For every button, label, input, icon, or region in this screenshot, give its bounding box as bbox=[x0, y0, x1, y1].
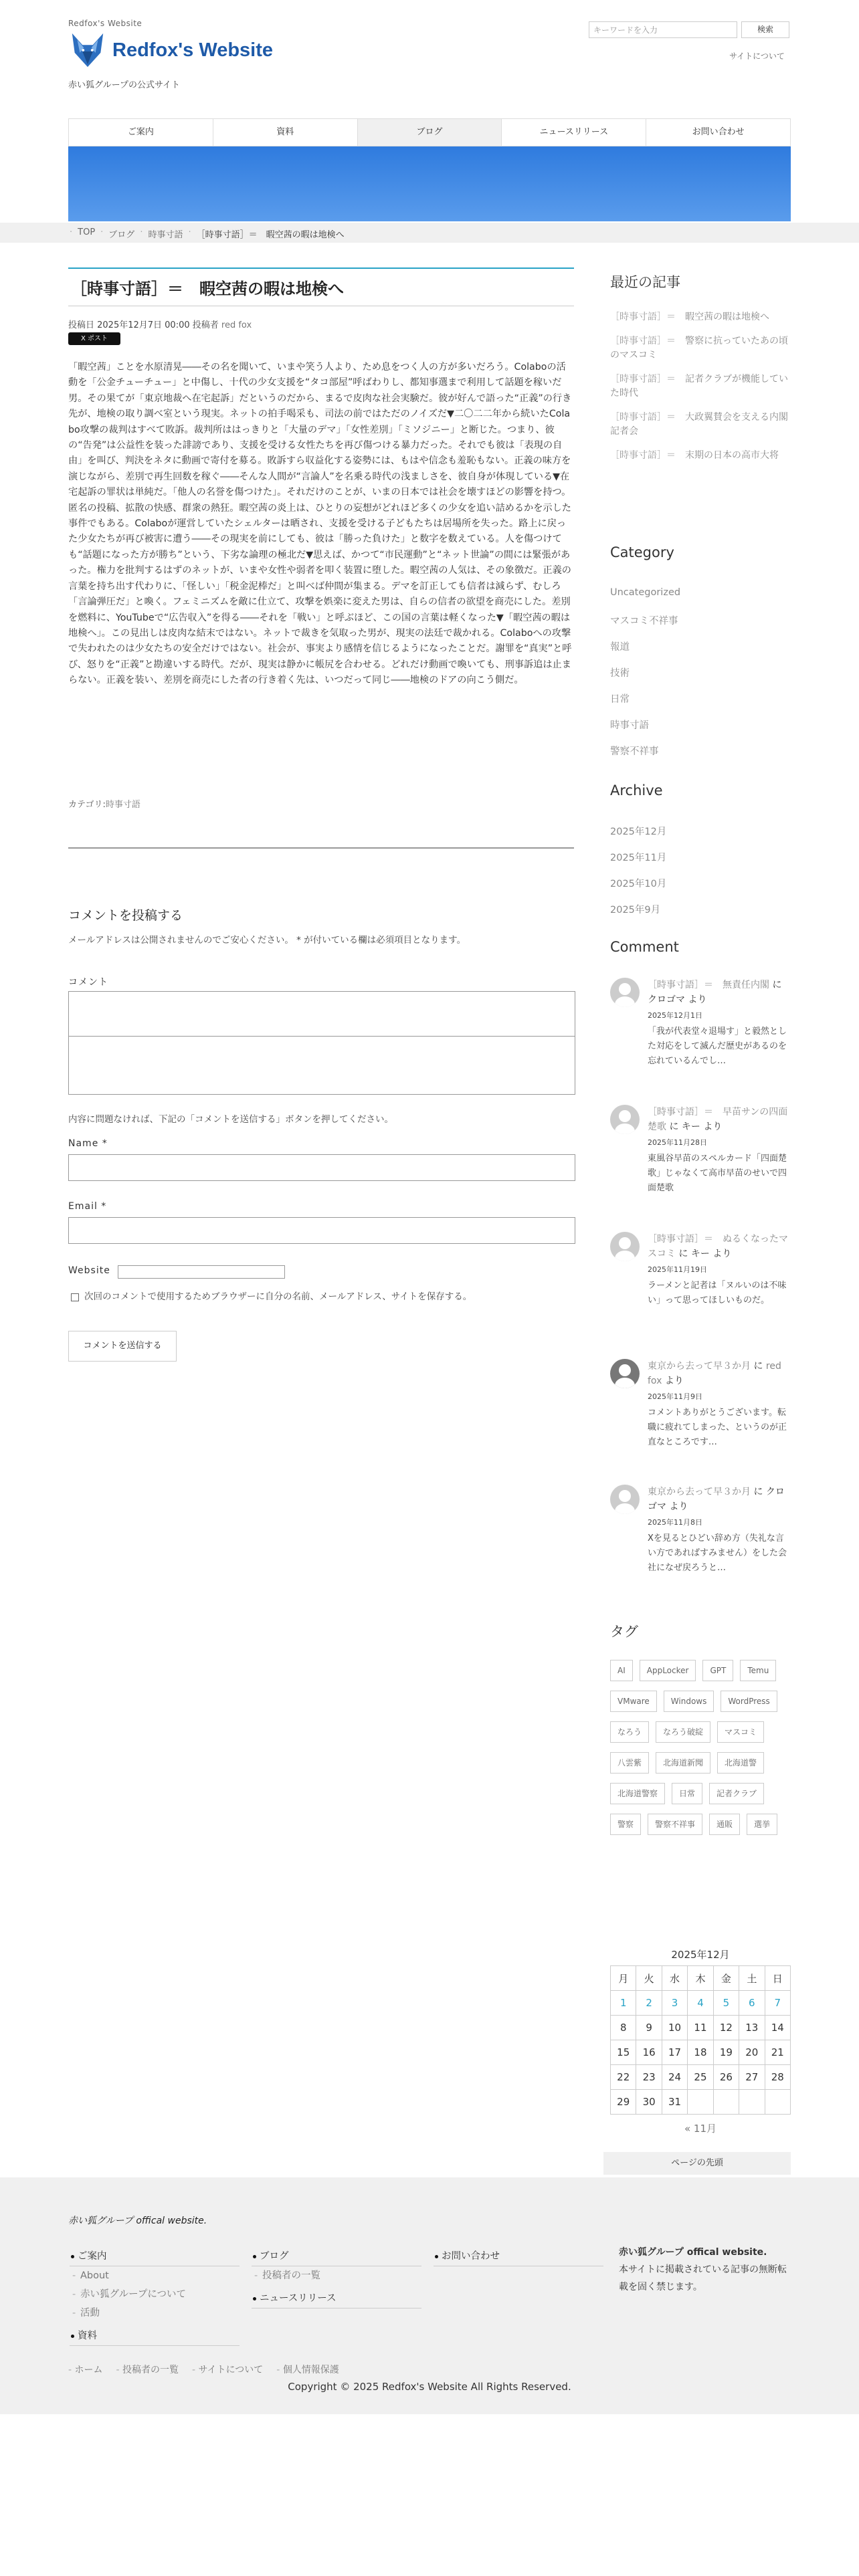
recent-post-item[interactable] bbox=[610, 449, 791, 463]
recent-comment bbox=[610, 1359, 792, 1450]
calendar bbox=[610, 1947, 791, 2135]
tag-button[interactable]: マスコミ bbox=[717, 1721, 764, 1743]
recent-post-tag: ［時事寸語］＝ bbox=[610, 450, 676, 461]
recent-posts-title: 最近の記事 bbox=[610, 274, 680, 290]
footer-link-home[interactable]: - ホーム bbox=[68, 2363, 103, 2376]
comment-on: に bbox=[772, 980, 782, 990]
recent-post-item[interactable] bbox=[610, 310, 791, 324]
nav-item-news[interactable]: ニュースリリース bbox=[502, 119, 646, 146]
recent-post-text: 記者クラブが機能していた時代 bbox=[610, 374, 788, 399]
calendar-day: 18 bbox=[688, 2040, 713, 2065]
recent-comment bbox=[610, 1485, 792, 1576]
site-small-title: Redfox's Website bbox=[68, 19, 142, 28]
footer-link-authors[interactable]: - 投稿者の一覧 bbox=[252, 2266, 421, 2285]
category-item[interactable]: 報道 bbox=[610, 642, 630, 653]
comment-excerpt: ラーメンと記者は「ヌルいのは不味い」って思ってほしいものだ。 bbox=[648, 1281, 787, 1305]
footer-link-group[interactable]: - 赤い狐グループについて bbox=[70, 2285, 240, 2304]
recent-post-text: 警察に抗っていたあの頃のマスコミ bbox=[610, 336, 788, 360]
calendar-day: 12 bbox=[713, 2016, 739, 2040]
comment-post-link[interactable]: ［時事寸語］＝ 無責任内閣 bbox=[648, 980, 769, 990]
tag-button[interactable]: 選挙 bbox=[747, 1814, 777, 1835]
calendar-day: 24 bbox=[662, 2065, 687, 2090]
calendar-day: 21 bbox=[765, 2040, 790, 2065]
footer-link-author-list[interactable]: - 投稿者の一覧 bbox=[116, 2363, 179, 2376]
footer-link-contact[interactable]: お問い合わせ bbox=[434, 2247, 603, 2266]
calendar-day: 19 bbox=[713, 2040, 739, 2065]
calendar-day: 10 bbox=[662, 2016, 687, 2040]
post-body: 「暇空茜」ことを水原清晃――その名を聞いて、いまや笑う人より、ため息をつく人の方が多いだろう。Colaboの活動を「公金チューチュー」と中傷し、十代の少女支援を“タコ部屋”呼ばわりし、都知事選まで利用して話題を稼いだ男。その果てが「東京地裁へ在宅起訴」だというのだから、まるで皮肉な社会実験だ。彼が好んで語った“正義”の行き先が、地検の取り調べ室という現実。ネットの拍手喝采も、司法の前ではただのノイズだ▼二〇二二年から続いたColabo攻撃の裁判はすべて敗訴。裁判所ははっきりと「大量のデマ」「女性差別」「ミソジニー」と断じた。つまり、彼の“告発”は公益性を装った誹謗であり、支援を受ける女性たちを再び傷つける暴力だった。それでも彼は「表現の自由」を叫び、判決をネタに動画で寄付を募る。敗訴すら収益化する姿勢には、もはや信念も羞恥もない。正義の味方を演じながら、差別で再生回数を稼ぐ――そんな人間が“言論人”を名乗る時代の浅ましさを、彼自身が体現している▼在宅起訴の罪状は単純だ。「他人の名誉を傷つけた」。それだけのことが、いまの日本では社会を壊すほどの影響を持つ。匿名の投稿、拡散の快感、群衆の熱狂。暇空茜の炎上は、ひとりの妄想がどれほど多くの少女を追い詰めるかを示した事件でもある。Colaboが運営していたシェルターは晒され、支援を受ける子どもたちは居場所を失った。路上に戻った少女たちが再び被害に遭う――その現実を前にしても、彼は「勝った負けた」と数字を数えている。人を傷つけても“話題になった方が勝ち”という、下劣な論理の極北だ▼思えば、かつて“市民運動”と“ネット世論”の間には緊張があった。権力を批判するはずのネットが、いまや女性や弱者を叩く装置に堕した。暇空茜の人気は、その象徴だ。正義の言葉を持ち出す代わりに、「怪しい」「税金泥棒だ」と叫べば仲間が集まる。デマを訂正しても信者は減らず、むしろ「言論弾圧だ」と喚く。フェミニズムを敵に仕立て、攻撃を娯楽に変えた男は、自らの信者の欲望を商売にした。差別を燃料に、YouTubeで“広告収入”を得る――それを「戦い」と呼ぶほど、この国の言葉は軽くなった▼「暇空茜の暇は地検へ」。この見出しは皮肉な結末ではない。ネットで裁きを気取った男が、現実の法廷で裁かれる。Colaboへの攻撃で失われたのは少女たちの安全だけではない。社会が、事実より感情を信じるようになったことだ。謝罪を“真実”と呼び、怒りを“正義”と勘違いする時代。だが、現実は静かに帳尻を合わせる。どれだけ動画で喚いても、刑事訴追は止まらない。正義を装い、差別を商売にした者の行き着く先は、いつだって同じ――地検のドアの向こう側だ。 bbox=[68, 362, 572, 686]
calendar-day[interactable]: 3 bbox=[662, 1991, 687, 2016]
recent-post-item[interactable] bbox=[610, 334, 791, 362]
category-item[interactable]: Uncategorized bbox=[610, 587, 681, 598]
calendar-caption: 2025年12月 bbox=[671, 1949, 730, 1961]
footer-link-activity[interactable]: - 活動 bbox=[70, 2304, 240, 2323]
x-post-button[interactable]: X ポスト bbox=[68, 332, 120, 345]
name-field[interactable] bbox=[68, 1154, 575, 1181]
recent-post-item[interactable] bbox=[610, 411, 791, 439]
archive-item[interactable]: 2025年12月 bbox=[610, 827, 667, 837]
breadcrumb-top[interactable]: TOP bbox=[78, 227, 96, 237]
tag-button[interactable]: VMware bbox=[610, 1691, 657, 1712]
recent-comment bbox=[610, 1232, 792, 1308]
footer-link-news[interactable]: ニュースリリース bbox=[252, 2289, 421, 2309]
tag-button[interactable]: AppLocker bbox=[640, 1660, 696, 1681]
calendar-weekday: 土 bbox=[739, 1966, 765, 1991]
avatar bbox=[610, 978, 640, 1007]
comment-on: に bbox=[678, 1249, 688, 1259]
post-title: ［時事寸語］＝ 暇空茜の暇は地検へ bbox=[71, 280, 344, 298]
tag-button[interactable]: WordPress bbox=[721, 1691, 777, 1712]
avatar bbox=[610, 1359, 640, 1388]
comment-author-link[interactable]: red fox bbox=[648, 1361, 781, 1386]
footer-link-about-site[interactable]: - サイトについて bbox=[192, 2363, 263, 2376]
comment-instruction: 内容に問題なければ、下記の「コメントを送信する」ボタンを押してください。 bbox=[68, 1114, 393, 1125]
footer-link-privacy[interactable]: - 個人情報保護 bbox=[276, 2363, 339, 2376]
save-info-label: 次回のコメントで使用するためブラウザーに自分の名前、メールアドレス、サイトを保存する。 bbox=[84, 1291, 472, 1302]
footer-notice-text: 本サイトに掲載されている記事の無断転載を固く禁じます。 bbox=[619, 2264, 787, 2292]
footer-notice-title: 赤い狐グループ offical website. bbox=[619, 2247, 767, 2258]
comment-date: 2025年11月19日 bbox=[648, 1265, 707, 1274]
calendar-day: 27 bbox=[739, 2065, 765, 2090]
comment-on: に bbox=[753, 1361, 763, 1372]
calendar-day: 22 bbox=[611, 2065, 636, 2090]
tag-button[interactable]: 北海道新聞 bbox=[656, 1752, 710, 1774]
breadcrumb-current: ［時事寸語］＝ 暇空茜の暇は地検へ bbox=[196, 230, 345, 240]
comment-author: クロゴマ bbox=[648, 994, 685, 1005]
submit-comment-button[interactable]: コメントを送信する bbox=[68, 1331, 177, 1362]
recent-post-item[interactable] bbox=[610, 372, 791, 401]
breadcrumb bbox=[70, 227, 345, 240]
email-label: Email * bbox=[68, 1201, 107, 1212]
breadcrumb-sep: · bbox=[140, 227, 143, 237]
copyright: Copyright © 2025 Redfox's Website All Rights Reserved. bbox=[288, 2381, 571, 2393]
comment-by: より bbox=[664, 1376, 684, 1386]
nav-item-guide[interactable]: ご案内 bbox=[69, 119, 213, 146]
footer-col-guide bbox=[70, 2247, 240, 2346]
post-category bbox=[68, 797, 140, 810]
recent-posts-list bbox=[610, 310, 791, 473]
comment-on: に bbox=[669, 1121, 679, 1132]
tag-button[interactable]: AI bbox=[610, 1660, 633, 1681]
calendar-day: 29 bbox=[611, 2090, 636, 2115]
calendar-table bbox=[610, 1965, 791, 2115]
comment-by: より bbox=[703, 1121, 723, 1132]
tag-button[interactable]: 通販 bbox=[709, 1814, 740, 1835]
calendar-weekday: 金 bbox=[713, 1966, 739, 1991]
category-item[interactable]: マスコミ不祥事 bbox=[610, 616, 678, 627]
comment-label: コメント bbox=[68, 977, 108, 988]
comment-by: より bbox=[712, 1249, 732, 1259]
email-field[interactable] bbox=[68, 1217, 575, 1244]
site-name: Redfox's Website bbox=[112, 39, 274, 61]
fox-logo-icon bbox=[68, 31, 107, 70]
calendar-day: 16 bbox=[636, 2040, 662, 2065]
calendar-day: 23 bbox=[636, 2065, 662, 2090]
comment-author: キー bbox=[681, 1121, 700, 1132]
calendar-weekday: 月 bbox=[611, 1966, 636, 1991]
post-title-box bbox=[68, 267, 574, 306]
page-top-button[interactable]: ページの先頭 bbox=[603, 2152, 791, 2175]
comments-title: Comment bbox=[610, 939, 679, 955]
search-input[interactable]: キーワードを入力 bbox=[589, 21, 737, 38]
site-logo[interactable] bbox=[68, 31, 273, 70]
category-item[interactable]: 技術 bbox=[610, 668, 630, 679]
category-item[interactable]: 警察不祥事 bbox=[610, 746, 659, 757]
calendar-day: 14 bbox=[765, 2016, 790, 2040]
search-button[interactable]: 検索 bbox=[741, 21, 789, 38]
comment-excerpt: 東風谷早苗のスペルカード「四面楚歌」じゃなくて高市早苗のせいで四面楚歌 bbox=[648, 1154, 787, 1193]
breadcrumb-category[interactable]: 時事寸語 bbox=[148, 230, 183, 240]
footer-brand: 赤い狐グループ offical website. bbox=[68, 2216, 207, 2226]
recent-post-tag: ［時事寸語］＝ bbox=[610, 412, 676, 423]
nav-item-contact[interactable]: お問い合わせ bbox=[692, 127, 745, 137]
recent-post-text: 大政翼賛会を支える内閣記者会 bbox=[610, 412, 788, 437]
calendar-day: 9 bbox=[636, 2016, 662, 2040]
post-meta bbox=[68, 318, 252, 330]
footer-notice bbox=[619, 2244, 793, 2296]
breadcrumb-sep: · bbox=[100, 227, 104, 237]
archive-item[interactable]: 2025年9月 bbox=[610, 905, 661, 916]
comment-excerpt: コメントありがとうございます。転職に疲れてしまった、というのが正直なところです… bbox=[648, 1408, 787, 1447]
website-field[interactable] bbox=[118, 1265, 285, 1279]
calendar-day: 17 bbox=[662, 2040, 687, 2065]
calendar-empty-cell bbox=[739, 2090, 765, 2115]
calendar-day: 28 bbox=[765, 2065, 790, 2090]
header-banner bbox=[68, 146, 791, 221]
calendar-day: 25 bbox=[688, 2065, 713, 2090]
comment-by: より bbox=[669, 1501, 688, 1512]
comment-textarea-lower[interactable] bbox=[68, 1036, 575, 1095]
footer-link-guide[interactable]: ご案内 bbox=[70, 2247, 240, 2266]
calendar-day[interactable]: 4 bbox=[688, 1991, 713, 2016]
footer-link-materials[interactable]: 資料 bbox=[70, 2327, 240, 2346]
comment-author: クロゴマ bbox=[648, 1487, 785, 1512]
comment-excerpt: Xを見るとひどい辞め方（失礼な言い方であればすみません）をした会社になぜ戻ろうと… bbox=[648, 1533, 787, 1573]
site-subtitle: 赤い狐グループの公式サイト bbox=[68, 80, 181, 90]
tag-button[interactable]: 記者クラブ bbox=[709, 1783, 764, 1804]
avatar bbox=[610, 1485, 640, 1514]
footer-link-blog[interactable]: ブログ bbox=[252, 2247, 421, 2266]
divider bbox=[68, 847, 574, 849]
avatar bbox=[610, 1105, 640, 1134]
calendar-weekday: 水 bbox=[662, 1966, 687, 1991]
tag-button[interactable]: Windows bbox=[664, 1691, 714, 1712]
category-prefix: カテゴリ: bbox=[68, 800, 106, 810]
calendar-day: 13 bbox=[739, 2016, 765, 2040]
breadcrumb-blog[interactable]: ブログ bbox=[108, 230, 135, 240]
recent-post-text: 暇空茜の暇は地検へ bbox=[685, 312, 769, 322]
recent-post-tag: ［時事寸語］＝ bbox=[610, 374, 676, 385]
recent-post-tag: ［時事寸語］＝ bbox=[610, 336, 676, 346]
category-title: Category bbox=[610, 544, 674, 560]
calendar-weekday: 日 bbox=[765, 1966, 790, 1991]
calendar-day[interactable]: 2 bbox=[636, 1991, 662, 2016]
calendar-day: 11 bbox=[688, 2016, 713, 2040]
category-link[interactable]: 時事寸語 bbox=[105, 800, 140, 810]
calendar-day[interactable]: 1 bbox=[611, 1991, 636, 2016]
calendar-day[interactable]: 5 bbox=[713, 1991, 739, 2016]
calendar-day[interactable]: 7 bbox=[765, 1991, 790, 2016]
nav-item-materials[interactable]: 資料 bbox=[213, 119, 358, 146]
archive-item[interactable]: 2025年11月 bbox=[610, 853, 667, 863]
main-nav bbox=[68, 118, 791, 146]
comment-date: 2025年11月28日 bbox=[648, 1138, 707, 1147]
breadcrumb-sep: · bbox=[188, 227, 191, 237]
tag-button[interactable]: 日常 bbox=[672, 1783, 702, 1804]
calendar-day: 26 bbox=[713, 2065, 739, 2090]
avatar bbox=[610, 1232, 640, 1261]
calendar-weekday: 火 bbox=[636, 1966, 662, 1991]
footer-col-blog bbox=[252, 2247, 421, 2309]
calendar-prev-month[interactable]: « 11月 bbox=[684, 2123, 717, 2135]
tag-button[interactable]: 警察不祥事 bbox=[648, 1814, 702, 1835]
comment-date: 2025年11月9日 bbox=[648, 1392, 702, 1401]
recent-comment bbox=[610, 1105, 792, 1196]
breadcrumb-sep: · bbox=[70, 227, 73, 237]
comment-post-link[interactable]: 東京から去って早３か月 bbox=[648, 1487, 751, 1497]
comment-post-link[interactable]: ［時事寸語］＝ ぬるくなったマスコミ bbox=[648, 1234, 788, 1259]
calendar-day: 15 bbox=[611, 2040, 636, 2065]
recent-comment bbox=[610, 978, 792, 1069]
comment-post-link[interactable]: 東京から去って早３か月 bbox=[648, 1361, 751, 1372]
footer-links bbox=[68, 2363, 339, 2376]
footer-link-about[interactable]: - About bbox=[70, 2266, 240, 2285]
calendar-empty-cell bbox=[713, 2090, 739, 2115]
name-label: Name * bbox=[68, 1138, 108, 1149]
calendar-day: 20 bbox=[739, 2040, 765, 2065]
comment-author: キー bbox=[690, 1249, 710, 1259]
comment-excerpt: 「我が代表堂々退場す」と毅然とした対応をして滅んだ歴史があるのを忘れているんでし… bbox=[648, 1027, 787, 1066]
footer-col-contact bbox=[434, 2247, 603, 2266]
comment-date: 2025年12月1日 bbox=[648, 1011, 702, 1020]
calendar-empty-cell bbox=[765, 2090, 790, 2115]
comment-date: 2025年11月8日 bbox=[648, 1518, 702, 1527]
archive-item[interactable]: 2025年10月 bbox=[610, 879, 667, 889]
tag-button[interactable]: 北海道警 bbox=[717, 1752, 764, 1774]
comment-form-note: メールアドレスは公開されませんのでご安心ください。 * が付いている欄は必須項目となります。 bbox=[68, 935, 466, 946]
tag-button[interactable]: なろう破綻 bbox=[656, 1721, 710, 1743]
comment-post-link[interactable]: ［時事寸語］＝ 早苗サンの四面楚歌 bbox=[648, 1107, 788, 1132]
calendar-day[interactable]: 6 bbox=[739, 1991, 765, 2016]
nav-item-blog[interactable]: ブログ bbox=[358, 119, 502, 146]
post-date: 投稿日 2025年12月7日 00:00 投稿者 bbox=[68, 320, 219, 330]
comment-form-title: コメントを投稿する bbox=[68, 908, 183, 923]
tag-button[interactable]: Temu bbox=[740, 1660, 776, 1681]
recent-post-text: 末期の日本の高市大将 bbox=[685, 450, 779, 461]
comment-by: より bbox=[688, 994, 707, 1005]
tag-button[interactable]: GPT bbox=[702, 1660, 733, 1681]
tag-button[interactable]: なろう bbox=[610, 1721, 649, 1743]
tag-button[interactable]: 北海道警察 bbox=[610, 1783, 665, 1804]
comment-on: に bbox=[753, 1487, 763, 1497]
tag-cloud bbox=[610, 1660, 791, 1835]
calendar-day: 8 bbox=[611, 2016, 636, 2040]
tag-button[interactable]: 八雲紫 bbox=[610, 1752, 649, 1774]
website-label: Website bbox=[68, 1265, 110, 1276]
category-item[interactable]: 日常 bbox=[610, 694, 630, 705]
recent-post-tag: ［時事寸語］＝ bbox=[610, 312, 676, 322]
category-item[interactable]: 時事寸語 bbox=[610, 720, 649, 731]
tags-title: タグ bbox=[610, 1624, 638, 1640]
post-author-link[interactable]: red fox bbox=[221, 320, 252, 330]
comment-textarea[interactable] bbox=[68, 991, 575, 1037]
calendar-empty-cell bbox=[688, 2090, 713, 2115]
about-site-link[interactable]: サイトについて bbox=[729, 51, 785, 61]
save-info-checkbox[interactable] bbox=[71, 1293, 79, 1301]
calendar-day: 31 bbox=[662, 2090, 687, 2115]
calendar-weekday: 木 bbox=[688, 1966, 713, 1991]
archive-title: Archive bbox=[610, 782, 663, 798]
calendar-day: 30 bbox=[636, 2090, 662, 2115]
tag-button[interactable]: 警察 bbox=[610, 1814, 641, 1835]
